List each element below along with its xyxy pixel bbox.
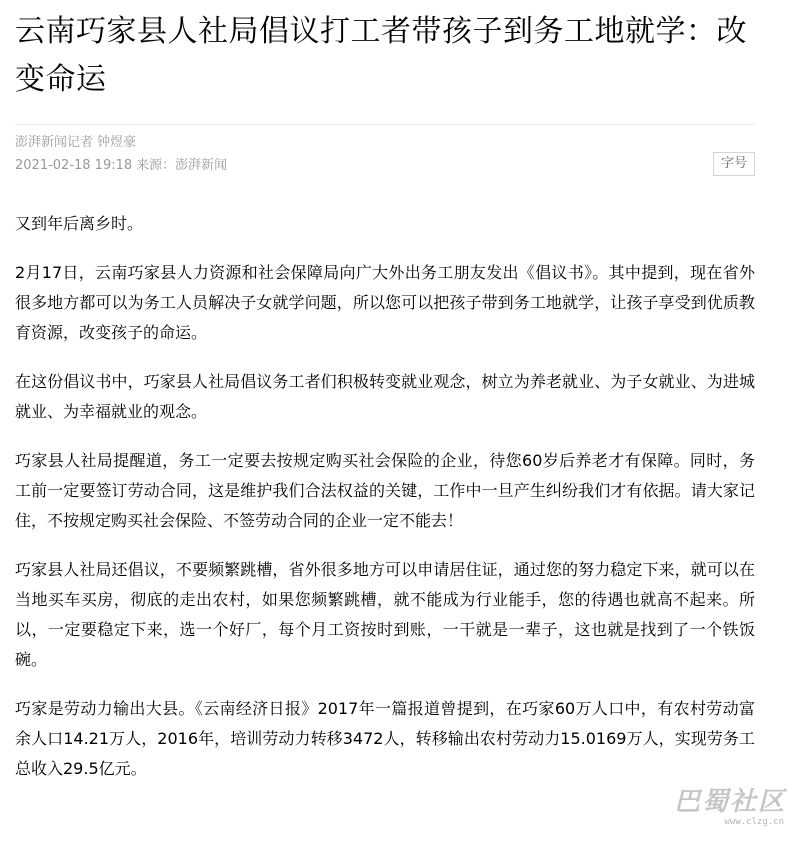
publish-datetime: 2021-02-18 19:18 [15,158,133,173]
article-title: 云南巧家县人社局倡议打工者带孩子到务工地就学：改变命运 [15,14,747,97]
article [15,0,755,803]
watermark-logo-text: 巴蜀社区 [673,787,786,817]
dateline [15,156,227,176]
paragraph: 又到年后离乡时。 [15,214,144,233]
paragraph: 巧家县人社局还倡议，不要频繁跳槽，省外很多地方可以申请居住证，通过您的努力稳定下来，就可以在当地买车买房，彻底的走出农村，如果您频繁跳槽，就不能成为行业能手，您的待遇也就高不起来。所以，一定要稳定下来，选一个好厂，每个月工资按时到账，一干就是一辈子，这也就是找到了一个铁饭碗。 [15,560,755,669]
article-meta [15,133,755,181]
article-body [15,209,755,784]
paragraph: 在这份倡议书中，巧家县人社局倡议务工者们积极转变就业观念，树立为养老就业、为子女就业、为进城就业、为幸福就业的观念。 [15,372,755,421]
paragraph: 2月17日，云南巧家县人力资源和社会保障局向广大外出务工朋友发出《倡议书》。其中提到，现在省外很多地方都可以为务工人员解决子女就学问题，所以您可以把孩子带到务工地就学，让孩子享受到优质教育资源，改变孩子的命运。 [15,263,755,342]
author-byline: 澎湃新闻记者 钟煜豪 [15,135,137,150]
paragraph: 巧家县人社局提醒道，务工一定要去按规定购买社会保险的企业，待您60岁后养老才有保障。同时，务工前一定要签订劳动合同，这是维护我们合法权益的关键，工作中一旦产生纠纷我们才有依据。请大家记住，不按规定购买社会保险、不签劳动合同的企业一定不能去！ [15,451,755,530]
font-size-button[interactable]: 字号 [713,152,755,176]
paragraph: 巧家是劳动力输出大县。《云南经济日报》2017年一篇报道曾提到，在巧家60万人口中，有农村劳动富余人口14.21万人，2016年，培训劳动力转移3472人，转移输出农村劳动力15.0169万人，实现劳务工总收入29.5亿元。 [15,699,755,778]
title-divider [15,124,755,125]
watermark-url: www.clzg.cn [724,817,784,827]
article-source: 来源：澎湃新闻 [136,158,228,173]
